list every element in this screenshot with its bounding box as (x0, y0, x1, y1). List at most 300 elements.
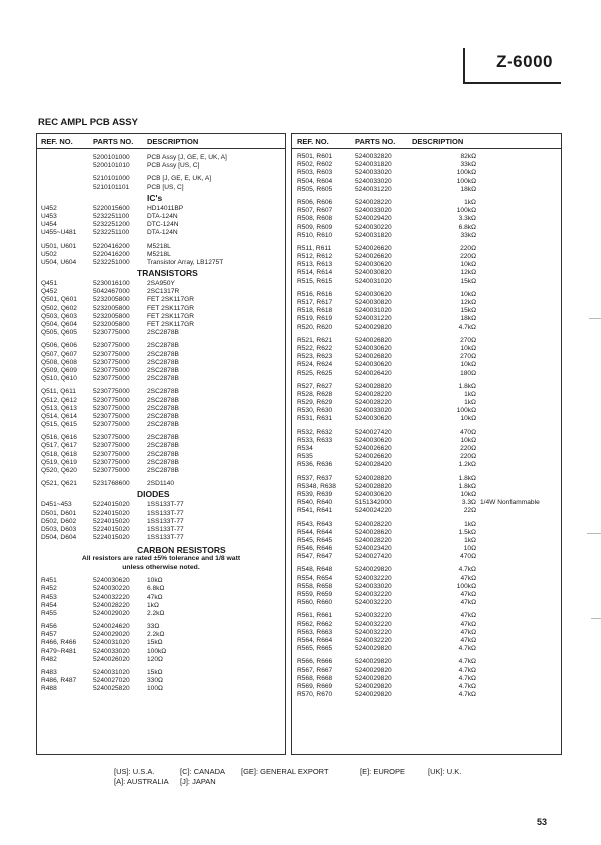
right-resistor-group (292, 153, 561, 699)
table-row (292, 399, 561, 407)
table-row (292, 683, 561, 691)
table-row (37, 648, 285, 656)
table-row (37, 669, 285, 677)
parts-no-cell: 5240028220 (355, 198, 392, 206)
parts-no-cell: 5230775000 (93, 350, 130, 358)
description-cell: PCB [US, C] (147, 183, 184, 191)
ref-no-cell: R479~R481 (41, 647, 77, 655)
parts-no-cell: 5240031020 (355, 277, 392, 285)
table-row (37, 585, 285, 593)
ref-no-cell: Q506, Q606 (41, 342, 77, 350)
parts-no-cell: 5210101101 (93, 183, 130, 191)
table-row (292, 407, 561, 415)
table-row (292, 307, 561, 315)
value-cell: 1kΩ (464, 390, 476, 398)
table-row (292, 315, 561, 323)
legend-j: [J]: JAPAN (180, 777, 216, 786)
parts-no-cell: 5240023420 (355, 545, 392, 553)
parts-no-cell: 5240033020 (93, 647, 130, 655)
table-row (292, 361, 561, 369)
parts-no-cell: 5042467000 (93, 288, 130, 296)
margin-mark (587, 533, 601, 534)
table-row (37, 305, 285, 313)
table-row (37, 405, 285, 413)
parts-no-cell: 5240026020 (93, 655, 130, 663)
ref-no-cell: R540, R640 (297, 499, 333, 507)
parts-no-cell: 5240030620 (355, 290, 392, 298)
table-row (292, 453, 561, 461)
ref-no-cell: Q505, Q605 (41, 329, 77, 337)
parts-no-cell: 5200101000 (93, 154, 130, 161)
table-row (37, 367, 285, 375)
table-row (37, 221, 285, 229)
value-cell: 33kΩ (460, 161, 476, 169)
parts-no-cell: 5224015020 (93, 509, 130, 517)
table-row (37, 213, 285, 221)
description-cell: 2SC2878B (147, 412, 179, 420)
parts-no-cell: 5240030620 (355, 415, 392, 423)
parts-no-cell: 5240032220 (355, 574, 392, 582)
parts-no-cell: 5240032220 (93, 593, 130, 601)
value-cell: 4.7kΩ (458, 674, 476, 682)
description-cell: DTC-124N (147, 221, 179, 229)
page-number: 53 (537, 817, 548, 827)
description-cell: 2SD1140 (147, 480, 175, 488)
value-cell: 15kΩ (460, 277, 476, 285)
table-row (292, 291, 561, 299)
ref-no-cell: Q519, Q619 (41, 458, 77, 466)
parts-no-cell: 5240028220 (355, 520, 392, 528)
table-row (292, 667, 561, 675)
ref-no-cell: R466, R466 (41, 639, 77, 647)
legend-a: [A]: AUSTRALIA (114, 777, 169, 786)
table-row (292, 575, 561, 583)
description-cell: 2SA950Y (147, 280, 175, 288)
parts-no-cell: 5240029820 (355, 666, 392, 674)
parts-no-cell: 5240030620 (93, 577, 130, 585)
table-row (37, 154, 285, 162)
ref-no-cell: R508, R608 (297, 215, 333, 223)
ref-no-cell: R536, R636 (297, 461, 333, 469)
table-row (292, 391, 561, 399)
description-cell: FET 2SK117GR (147, 312, 195, 320)
ref-no-cell: U455~U481 (41, 229, 77, 237)
table-row (292, 178, 561, 186)
value-cell: 4.7kΩ (458, 682, 476, 690)
ref-no-cell: Q510, Q610 (41, 375, 77, 383)
value-cell: 1kΩ (464, 399, 476, 407)
parts-no-cell: 5232251200 (93, 221, 130, 229)
ref-no-cell: R488 (41, 685, 57, 693)
description-cell: 2SC2878B (147, 366, 179, 374)
parts-no-cell: 5232005800 (93, 296, 130, 304)
description-cell: 1SS133T-77 (147, 501, 184, 509)
description-cell: 10kΩ (147, 577, 163, 585)
table-row (37, 656, 285, 664)
table-row (292, 591, 561, 599)
table-row (292, 153, 561, 161)
parts-no-cell: 5240028220 (355, 390, 392, 398)
table-row (292, 645, 561, 653)
ref-no-cell: Q508, Q608 (41, 358, 77, 366)
ref-no-cell: R509, R609 (297, 223, 333, 231)
value-cell: 6.8kΩ (458, 223, 476, 231)
table-row (292, 207, 561, 215)
ref-no-cell: U454 (41, 221, 57, 229)
ref-no-cell: R539, R639 (297, 490, 333, 498)
ref-no-cell: R455 (41, 609, 57, 617)
value-cell: 10kΩ (460, 415, 476, 423)
value-cell: 47kΩ (460, 599, 476, 607)
parts-no-cell: 5200101010 (93, 162, 130, 170)
description-cell: 2SC1317R (147, 288, 180, 296)
parts-no-cell: 5240027020 (93, 677, 130, 685)
col-ref-no: REF. NO. (297, 137, 329, 146)
value-cell: 18kΩ (460, 185, 476, 193)
table-row (292, 353, 561, 361)
ref-no-cell: U452 (41, 204, 57, 212)
ref-no-cell: R560, R660 (297, 599, 333, 607)
table-row (37, 229, 285, 237)
parts-no-cell: 5240029820 (355, 323, 392, 331)
parts-no-cell: 5230775000 (93, 434, 130, 442)
parts-no-cell: 5240030220 (355, 223, 392, 231)
value-cell: 100kΩ (456, 207, 476, 215)
ref-no-cell: R528, R628 (297, 390, 333, 398)
ref-no-cell: R525, R625 (297, 369, 333, 377)
ref-no-cell: Q509, Q609 (41, 366, 77, 374)
parts-no-cell: 5230775000 (93, 388, 130, 396)
value-cell: 4.7kΩ (458, 658, 476, 666)
table-row (292, 169, 561, 177)
parts-no-cell: 5240030820 (355, 299, 392, 306)
parts-no-cell: 5232005800 (93, 312, 130, 320)
table-row (292, 499, 561, 507)
parts-no-cell: 5230016100 (93, 280, 130, 288)
parts-no-cell: 5230775000 (93, 342, 130, 350)
parts-no-cell: 5240032220 (355, 628, 392, 636)
table-row (292, 521, 561, 529)
table-row (37, 577, 285, 585)
table-row (292, 278, 561, 286)
description-cell: 47kΩ (147, 593, 163, 601)
parts-no-cell: 5240032220 (355, 620, 392, 628)
ref-no-cell: Q515, Q615 (41, 421, 77, 429)
ref-no-cell: R524, R624 (297, 361, 333, 369)
table-row (37, 518, 285, 526)
table-row (292, 269, 561, 277)
ref-no-cell: R504, R604 (297, 177, 333, 185)
description-cell: 2SC2878B (147, 467, 179, 474)
table-row (37, 259, 285, 267)
ref-no-cell: R453 (41, 593, 57, 601)
description-cell: 2SC2878B (147, 329, 179, 337)
table-row (292, 383, 561, 391)
description-cell: PCB Assy [J, GE, E, UK, A] (147, 154, 227, 161)
col-description: DESCRIPTION (412, 137, 464, 146)
ref-no-cell: Q502, Q602 (41, 304, 77, 312)
ref-no-cell: Q451 (41, 280, 58, 288)
table-row (37, 480, 285, 488)
value-cell: 12kΩ (460, 269, 476, 277)
value-cell: 3.3Ω (461, 499, 476, 507)
table-row (292, 370, 561, 378)
description-cell: DTA-124N (147, 229, 178, 237)
description-cell: 2SC2878B (147, 342, 179, 350)
left-table-header (37, 134, 285, 149)
description-cell: 2SC2878B (147, 396, 179, 404)
table-row (37, 280, 285, 288)
ref-no-cell: R483 (41, 669, 57, 676)
value-cell: 47kΩ (460, 612, 476, 620)
parts-no-cell: 5240033020 (355, 169, 392, 177)
transistors-group (37, 280, 285, 488)
table-row (292, 566, 561, 574)
value-cell: 220Ω (460, 445, 476, 452)
value-cell: 10kΩ (460, 344, 476, 352)
table-row (37, 175, 285, 183)
description-cell: 2SC2878B (147, 404, 179, 412)
table-row (37, 251, 285, 259)
ref-no-cell: R482 (41, 655, 57, 663)
description-cell: 2SC2878B (147, 375, 179, 383)
description-cell: 2.2kΩ (147, 609, 165, 617)
table-row (292, 675, 561, 683)
parts-no-cell: 5240024220 (355, 507, 392, 515)
value-cell: 47kΩ (460, 620, 476, 628)
ref-no-cell: R522, R622 (297, 344, 333, 352)
table-row (292, 337, 561, 345)
value-cell: 1.5kΩ (458, 528, 476, 536)
table-row (292, 324, 561, 332)
ref-no-cell: R451 (41, 577, 57, 585)
ref-no-cell: Q521, Q621 (41, 480, 77, 488)
table-row (292, 215, 561, 223)
parts-no-cell: 5240031820 (355, 231, 392, 239)
value-cell: 220Ω (460, 453, 476, 461)
ref-no-cell: R527, R627 (297, 382, 333, 390)
table-row (37, 413, 285, 421)
table-row (37, 243, 285, 251)
ref-no-cell: Q452 (41, 288, 58, 296)
table-row (37, 329, 285, 337)
ref-no-cell: Q518, Q618 (41, 450, 77, 458)
ref-no-cell: Q513, Q613 (41, 404, 77, 412)
description-cell: 15kΩ (147, 639, 163, 647)
parts-no-cell: 5240026820 (355, 353, 392, 361)
parts-no-cell: 5240028820 (355, 482, 392, 490)
ref-no-cell: R512, R612 (297, 253, 333, 261)
ref-no-cell: R515, R615 (297, 277, 333, 285)
resistors-note-line-2: unless otherwise noted. (122, 563, 200, 571)
table-row (37, 375, 285, 383)
ref-no-cell: R537, R637 (297, 474, 333, 482)
value-cell: 47kΩ (460, 636, 476, 644)
parts-no-cell: 5240028620 (355, 528, 392, 536)
ref-no-cell: U501, U601 (41, 242, 77, 250)
ref-no-cell: R531, R631 (297, 415, 333, 423)
table-row (292, 529, 561, 537)
description-cell: 330Ω (147, 677, 163, 685)
parts-no-cell: 5240033020 (355, 207, 392, 215)
parts-no-cell: 5230775000 (93, 421, 130, 429)
parts-no-cell: 5240027420 (355, 428, 392, 436)
ref-no-cell: R518, R618 (297, 307, 333, 315)
description-cell: 2SC2878B (147, 350, 179, 358)
ref-no-cell: R547, R647 (297, 553, 333, 561)
value-cell: 100kΩ (456, 407, 476, 415)
table-row (292, 415, 561, 423)
table-row (37, 388, 285, 396)
ref-no-cell: R457 (41, 631, 57, 639)
table-row (37, 639, 285, 647)
model-label: Z-6000 (496, 52, 553, 71)
table-row (37, 467, 285, 475)
description-cell: 1SS133T-77 (147, 534, 184, 542)
ref-no-cell: R521, R621 (297, 336, 333, 344)
table-row (292, 475, 561, 483)
value-cell: 10kΩ (460, 290, 476, 298)
parts-no-cell: 5240030620 (355, 490, 392, 498)
description-cell: 2SC2878B (147, 434, 179, 442)
value-cell: 1kΩ (464, 536, 476, 544)
parts-no-cell: 5240030620 (355, 436, 392, 444)
value-cell: 15kΩ (460, 307, 476, 315)
ref-no-cell: R507, R607 (297, 207, 333, 215)
table-row (292, 461, 561, 469)
table-row (37, 510, 285, 518)
parts-no-cell: 5230775000 (93, 458, 130, 466)
table-row (292, 637, 561, 645)
value-cell: 100kΩ (456, 582, 476, 590)
ics-group (37, 205, 285, 267)
value-cell: 4.7kΩ (458, 566, 476, 574)
col-description: DESCRIPTION (147, 137, 199, 146)
table-row (292, 537, 561, 545)
ref-no-cell: R554, R654 (297, 574, 333, 582)
table-row (37, 685, 285, 693)
ref-no-cell: R548, R648 (297, 566, 333, 574)
ref-no-cell: R533, R633 (297, 436, 333, 444)
parts-no-cell: 5232005800 (93, 321, 130, 328)
ref-no-cell: Q504, Q604 (41, 321, 77, 328)
ref-no-cell: R486, R487 (41, 677, 77, 685)
ref-no-cell: R519, R619 (297, 315, 333, 323)
description-cell: 1SS133T-77 (147, 517, 184, 525)
parts-no-cell: 5240029820 (355, 682, 392, 690)
description-cell: M5218L (147, 250, 171, 258)
value-cell: 100kΩ (456, 169, 476, 177)
ref-no-cell: R534 (297, 445, 313, 452)
section-title: REC AMPL PCB ASSY (38, 117, 138, 128)
table-row (37, 351, 285, 359)
description-cell: 2SC2878B (147, 450, 179, 458)
ref-no-cell: R562, R662 (297, 620, 333, 628)
table-row (37, 205, 285, 213)
description-cell: HD14011BP (147, 204, 184, 212)
table-row (292, 429, 561, 437)
table-row (37, 313, 285, 321)
value-cell: 1.2kΩ (458, 461, 476, 469)
table-row (292, 253, 561, 261)
table-row (292, 583, 561, 591)
ref-no-cell: R520, R620 (297, 323, 333, 331)
parts-no-cell: 5232251100 (93, 212, 130, 220)
parts-no-cell: 5231768600 (93, 480, 130, 488)
table-row (292, 491, 561, 499)
parts-no-cell: 5240030220 (93, 585, 130, 593)
ref-no-cell: R535 (297, 453, 313, 461)
table-row (37, 610, 285, 618)
description-cell: Transistor Array, LB1275T (147, 258, 224, 266)
value-cell: 18kΩ (460, 315, 476, 323)
legend-ge: [GE]: GENERAL EXPORT (241, 767, 329, 776)
parts-no-cell: 5240029820 (355, 566, 392, 574)
parts-no-cell: 5240032220 (355, 591, 392, 598)
parts-no-cell: 5232251000 (93, 258, 130, 266)
parts-no-cell: 5240030620 (355, 344, 392, 352)
ref-no-cell: Q503, Q603 (41, 312, 77, 320)
parts-no-cell: 5224015020 (93, 501, 130, 509)
value-cell: 220Ω (460, 253, 476, 261)
description-cell: 2SC2878B (147, 421, 179, 429)
transistors-heading: TRANSISTORS (137, 268, 198, 279)
parts-no-cell: 5240030620 (355, 361, 392, 369)
ref-no-cell: R513, R613 (297, 261, 333, 269)
table-row (37, 434, 285, 442)
table-row (37, 501, 285, 509)
ref-no-cell: R514, R614 (297, 269, 333, 277)
parts-no-cell: 5210101000 (93, 175, 130, 183)
parts-no-cell: 5220416200 (93, 242, 130, 250)
description-cell: FET 2SK117GR (147, 296, 195, 304)
description-cell: 100Ω (147, 685, 163, 693)
value-cell: 1kΩ (464, 198, 476, 206)
table-row (292, 599, 561, 607)
value-cell: 82kΩ (460, 153, 476, 160)
table-row (292, 553, 561, 561)
parts-no-cell: 5240029820 (355, 645, 392, 653)
parts-no-cell: 5240032220 (355, 636, 392, 644)
ref-no-cell: R563, R663 (297, 628, 333, 636)
description-cell: 2.2kΩ (147, 631, 165, 639)
parts-no-cell: 5240028820 (355, 382, 392, 390)
table-row (37, 321, 285, 329)
description-cell: 15kΩ (147, 669, 163, 676)
ref-no-cell: R545, R645 (297, 536, 333, 544)
ref-no-cell: R568, R668 (297, 674, 333, 682)
parts-no-cell: 5240031020 (355, 307, 392, 315)
parts-no-cell: 5240028820 (355, 474, 392, 482)
table-row (292, 445, 561, 453)
ref-no-cell: R541, R641 (297, 507, 333, 515)
description-cell: M5218L (147, 242, 171, 250)
ref-no-cell: R544, R644 (297, 528, 333, 536)
value-cell: 4.7kΩ (458, 323, 476, 331)
value-cell: 47kΩ (460, 574, 476, 582)
table-row (292, 299, 561, 307)
parts-no-cell: 5240032220 (355, 612, 392, 620)
legend-uk: [UK]: U.K. (428, 767, 462, 776)
description-cell: 1SS133T-77 (147, 509, 184, 517)
ref-no-cell: R510, R610 (297, 231, 333, 239)
ref-no-cell: R502, R602 (297, 161, 333, 169)
ref-no-cell: R565, R665 (297, 645, 333, 653)
parts-no-cell: 5240027420 (355, 553, 392, 561)
parts-no-cell: 5240031220 (355, 315, 392, 323)
note-cell: 1/4W Nonflammable (480, 499, 540, 507)
table-row (37, 342, 285, 350)
